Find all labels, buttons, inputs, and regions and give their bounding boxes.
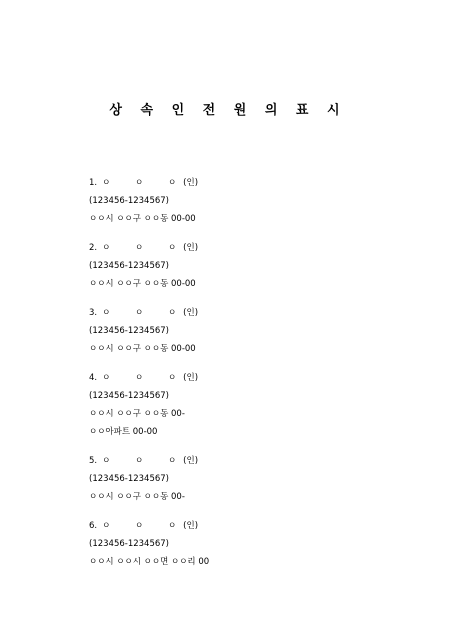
heir-address: ㅇㅇ시 ㅇㅇ구 ㅇㅇ동 00- bbox=[89, 492, 185, 502]
heir-name-line bbox=[89, 174, 429, 192]
heir-number: 3. bbox=[89, 308, 98, 318]
heir-address: ㅇㅇ시 ㅇㅇ구 ㅇㅇ동 00-00 bbox=[89, 279, 196, 289]
seal-mark: (인) bbox=[183, 243, 199, 253]
heir-number: 6. bbox=[89, 521, 98, 531]
heir-entry-2 bbox=[89, 239, 429, 293]
heir-id-number: (123456-1234567) bbox=[89, 391, 170, 401]
seal-mark: (인) bbox=[183, 178, 199, 188]
heir-address: ㅇㅇ시 ㅇㅇ구 ㅇㅇ동 00-00 bbox=[89, 344, 196, 354]
seal-mark: (인) bbox=[183, 521, 199, 531]
heir-name: ㅇ ㅇ ㅇ bbox=[102, 243, 188, 253]
heir-id-number: (123456-1234567) bbox=[89, 196, 170, 206]
heir-number: 1. bbox=[89, 178, 98, 188]
heir-name: ㅇ ㅇ ㅇ bbox=[102, 178, 188, 188]
seal-mark: (인) bbox=[183, 456, 199, 466]
heir-entry-1 bbox=[89, 174, 429, 228]
heir-address: ㅇㅇ시 ㅇㅇ구 ㅇㅇ동 00-00 bbox=[89, 214, 196, 224]
seal-mark: (인) bbox=[183, 373, 199, 383]
heir-number: 5. bbox=[89, 456, 98, 466]
heir-name: ㅇ ㅇ ㅇ bbox=[102, 373, 188, 383]
heir-name: ㅇ ㅇ ㅇ bbox=[102, 308, 188, 318]
heir-name: ㅇ ㅇ ㅇ bbox=[102, 521, 188, 531]
heir-name-line bbox=[89, 304, 429, 322]
heir-id-number: (123456-1234567) bbox=[89, 261, 170, 271]
heir-name-line bbox=[89, 239, 429, 257]
heir-entry-6 bbox=[89, 517, 429, 571]
heir-entry-3 bbox=[89, 304, 429, 358]
heir-address-continued: ㅇㅇ아파트 00-00 bbox=[89, 427, 158, 437]
heir-list bbox=[89, 174, 429, 582]
heir-name-line bbox=[89, 517, 429, 535]
heir-address: ㅇㅇ시 ㅇㅇ시 ㅇㅇ면 ㅇㅇ리 00 bbox=[89, 557, 210, 567]
heir-address: ㅇㅇ시 ㅇㅇ구 ㅇㅇ동 00- bbox=[89, 409, 185, 419]
heir-id-number: (123456-1234567) bbox=[89, 474, 170, 484]
heir-id-number: (123456-1234567) bbox=[89, 326, 170, 336]
heir-id-number: (123456-1234567) bbox=[89, 539, 170, 549]
heir-entry-5 bbox=[89, 452, 429, 506]
heir-number: 4. bbox=[89, 373, 98, 383]
heir-name-line bbox=[89, 452, 429, 470]
seal-mark: (인) bbox=[183, 308, 199, 318]
heir-name: ㅇ ㅇ ㅇ bbox=[102, 456, 188, 466]
heir-name-line bbox=[89, 369, 429, 387]
document-title: 상 속 인 전 원 의 표 시 bbox=[109, 103, 347, 118]
heir-entry-4 bbox=[89, 369, 429, 441]
heir-number: 2. bbox=[89, 243, 98, 253]
